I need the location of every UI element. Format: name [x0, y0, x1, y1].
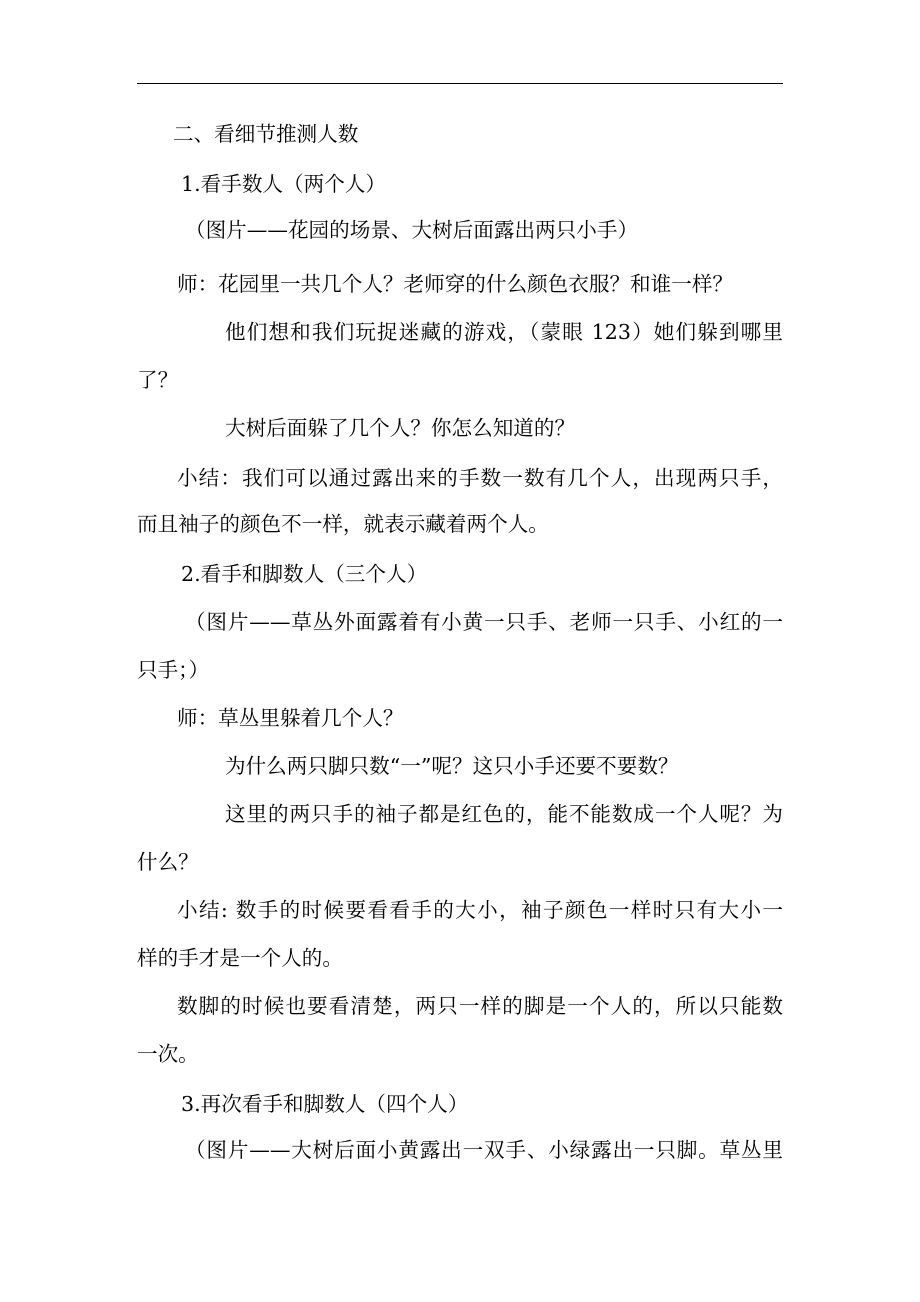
paragraph-line: 大树后面躲了几个人？你怎么知道的？ [225, 416, 576, 440]
paragraph-line: 他们想和我们玩捉迷藏的游戏，（蒙眼 123）她们躲到哪里 [225, 320, 783, 344]
subsection-heading-2: 2.看手和脚数人（三个人） [181, 562, 428, 586]
summary-line: 数脚的时候也要看清楚，两只一样的脚是一个人的，所以只能数 [177, 994, 783, 1018]
picture-note-1: （图片——花园的场景、大树后面露出两只小手） [185, 218, 639, 242]
subsection-heading-1: 1.看手数人（两个人） [181, 172, 386, 196]
header-rule [137, 83, 783, 84]
teacher-question-2: 师：草丛里躲着几个人？ [177, 706, 404, 730]
paragraph-line: 什么？ [137, 850, 199, 874]
teacher-question-1: 师：花园里一共几个人？老师穿的什么颜色衣服？和谁一样？ [177, 272, 734, 296]
summary-line: 一次。 [137, 1042, 199, 1066]
summary-line: 小结：我们可以通过露出来的手数一数有几个人，出现两只手， [177, 466, 783, 490]
summary-line: 而且袖子的颜色不一样，就表示藏着两个人。 [137, 512, 549, 536]
paragraph-line: 了？ [137, 368, 179, 392]
summary-line: 样的手才是一个人的。 [137, 946, 343, 970]
paragraph-line: 这里的两只手的袖子都是红色的，能不能数成一个人呢？为 [225, 802, 783, 826]
picture-note-2-continued: 只手；） [137, 658, 210, 682]
picture-note-2: （图片——草丛外面露着有小黄一只手、老师一只手、小红的一 [185, 610, 783, 634]
picture-note-3: （图片——大树后面小黄露出一双手、小绿露出一只脚。草丛里 [185, 1138, 783, 1162]
paragraph-line: 为什么两只脚只数“一”呢？这只小手还要不要数？ [225, 754, 679, 778]
summary-line: 小结: 数手的时候要看看手的大小，袖子颜色一样时只有大小一 [177, 898, 783, 922]
section-heading: 二、看细节推测人数 [173, 122, 359, 146]
subsection-heading-3: 3.再次看手和脚数人（四个人） [181, 1092, 469, 1116]
